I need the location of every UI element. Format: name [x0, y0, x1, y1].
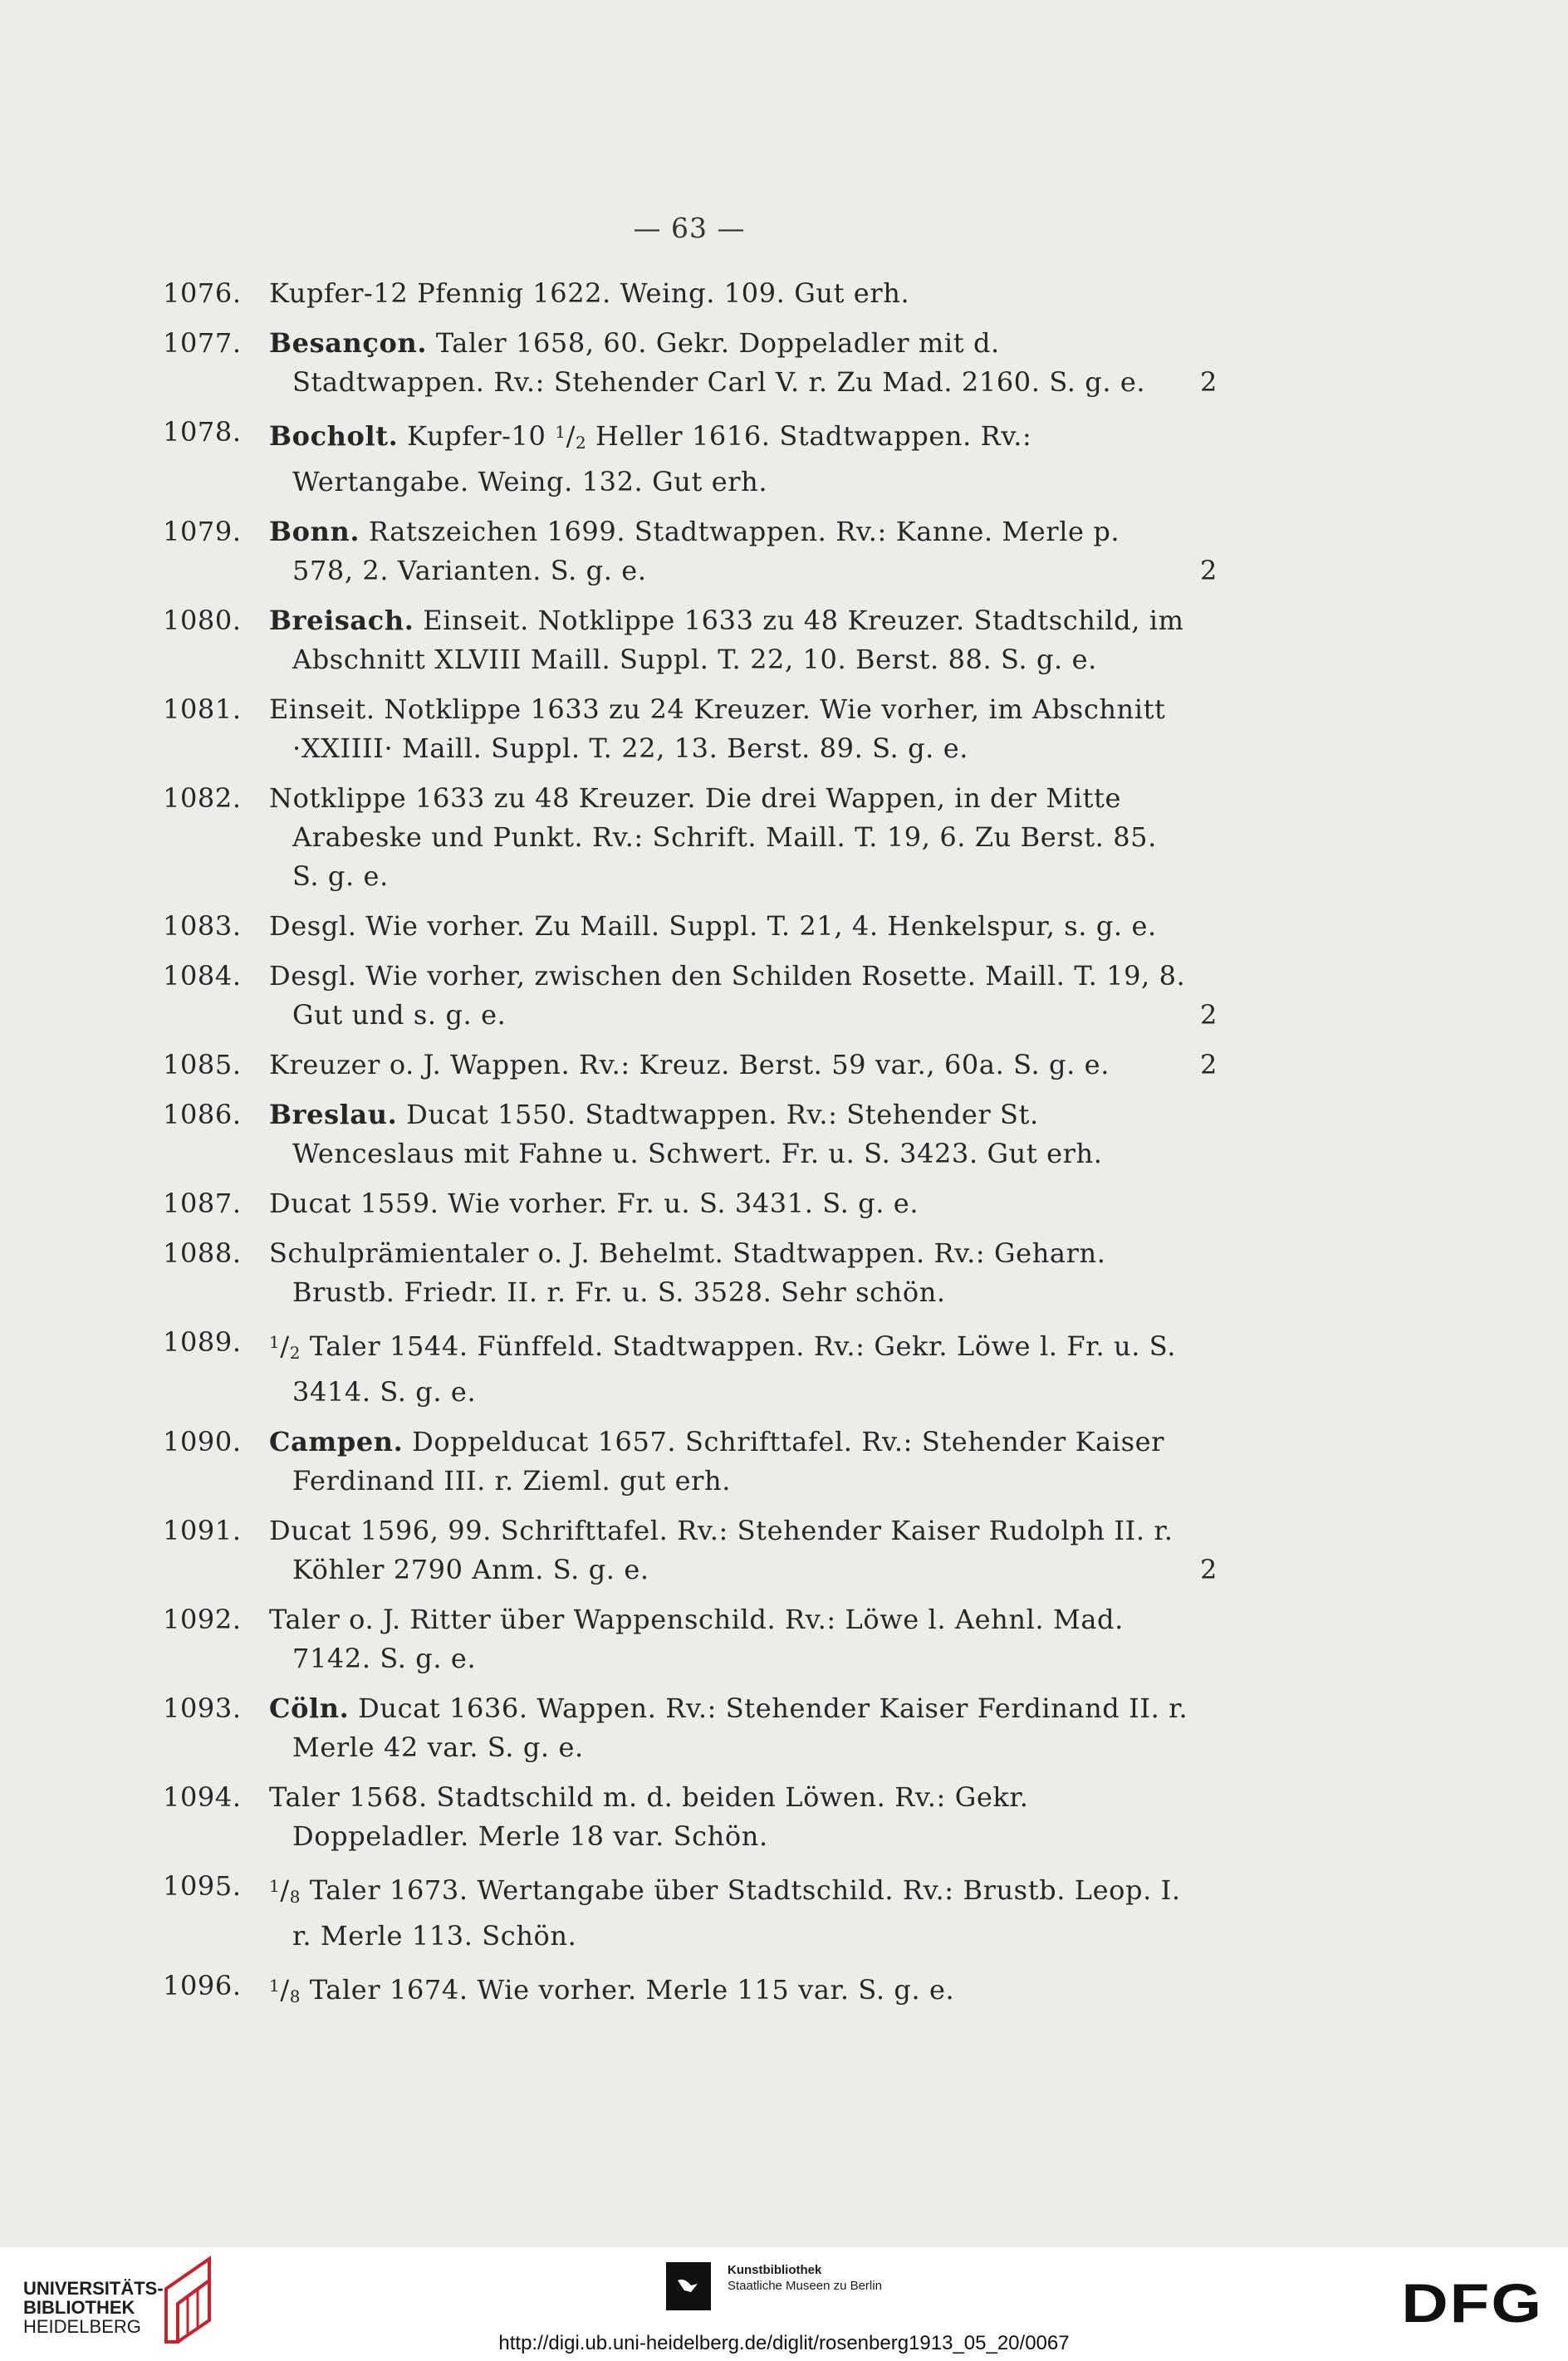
entry-text: Ducat 1559. Wie vorher. Fr. u. S. 3431. S. g. e.: [269, 1188, 919, 1219]
entry-description: [269, 1600, 1218, 1678]
catalogue-entry: [163, 1095, 1218, 1173]
catalogue-entry: [163, 690, 1218, 768]
entry-number: 1079.: [163, 516, 242, 547]
entry-description: [269, 1423, 1218, 1501]
entry-number: 1080.: [163, 605, 242, 636]
catalogue-entry: [163, 779, 1218, 896]
entry-text: Ducat 1550. Stadtwappen. Rv.: Stehender St. Wenceslaus mit Fahne u. Schwert. Fr. u. S. 3423. Gut erh.: [292, 1099, 1103, 1169]
catalogue-entry: [163, 324, 1218, 402]
entry-city: Bonn.: [269, 516, 360, 547]
catalogue-entry: [163, 1511, 1218, 1590]
entry-description: [269, 1184, 1218, 1223]
entry-text: Schulprämientaler o. J. Behelmt. Stadtwappen. Rv.: Geharn. Brustb. Friedr. II. r. Fr. u. S. 3528. Sehr schön.: [269, 1237, 1106, 1308]
entry-text: Ratszeichen 1699. Stadtwappen. Rv.: Kanne. Merle p. 578, 2. Varianten. S. g. e.: [292, 516, 1120, 586]
entry-description: [269, 1046, 1218, 1085]
entry-description: [269, 779, 1218, 896]
entry-quantity: 2: [1200, 366, 1218, 398]
catalogue-entry: [163, 413, 1218, 502]
entry-text: Taler 1658, 60. Gekr. Doppeladler mit d. Stadtwappen. Rv.: Stehender Carl V. r. Zu Mad. 2160. S. g. e.: [292, 327, 1146, 398]
entry-number: 1084.: [163, 960, 242, 992]
entry-number: 1096.: [163, 1970, 242, 2001]
catalogue-entry: [163, 907, 1218, 946]
entry-description: [269, 512, 1218, 590]
entry-number: 1093.: [163, 1692, 242, 1724]
entry-number: 1090.: [163, 1426, 242, 1457]
entry-city: Bocholt.: [269, 420, 399, 452]
catalogue-entry: [163, 1046, 1218, 1085]
ub-logo-line3: HEIDELBERG: [23, 2316, 141, 2337]
catalogue-entry: [163, 1323, 1218, 1412]
entry-city: Cöln.: [269, 1692, 350, 1724]
entry-description: [269, 1689, 1218, 1767]
entry-text: Heller 1616. Stadtwappen. Rv.: Wertangabe. Weing. 132. Gut erh.: [292, 420, 1032, 497]
entry-number: 1086.: [163, 1099, 242, 1130]
catalogue-entry: [163, 1689, 1218, 1767]
entry-text: Taler 1544. Fünffeld. Stadtwappen. Rv.: Gekr. Löwe l. Fr. u. S. 3414. S. g. e.: [292, 1330, 1176, 1408]
entry-quantity: 2: [1200, 999, 1218, 1031]
entry-text: Doppelducat 1657. Schrifttafel. Rv.: Stehender Kaiser Ferdinand III. r. Zieml. gut erh.: [292, 1426, 1165, 1496]
entry-text: Ducat 1596, 99. Schrifttafel. Rv.: Stehender Kaiser Rudolph II. r. Köhler 2790 Anm. S. g. e.: [269, 1515, 1174, 1585]
catalogue-entry: [163, 274, 1218, 313]
catalogue-entry: [163, 1967, 1218, 2016]
entry-number: 1094.: [163, 1781, 242, 1813]
entry-quantity: 2: [1200, 1554, 1218, 1585]
entry-description: [269, 324, 1218, 402]
entry-number: 1081.: [163, 693, 242, 725]
entry-text: Desgl. Wie vorher, zwischen den Schilden Rosette. Maill. T. 19, 8. Gut und s. g. e.: [269, 960, 1186, 1031]
entry-text: Notklippe 1633 zu 48 Kreuzer. Die drei Wappen, in der Mitte Arabeske und Punkt. Rv.: Schrift. Maill. T. 19, 6. Zu Berst. 85. S. g. e.: [269, 782, 1157, 892]
entry-number: 1076.: [163, 277, 242, 309]
catalogue-entry: [163, 957, 1218, 1035]
catalogue-entry: [163, 1234, 1218, 1312]
dfg-logo[interactable]: DFG: [1401, 2271, 1543, 2334]
catalogue-entry: [163, 1867, 1218, 1956]
entry-text: Einseit. Notklippe 1633 zu 24 Kreuzer. Wie vorher, im Abschnitt ·XXIIII· Maill. Suppl. T. 22, 13. Berst. 89. S. g. e.: [269, 693, 1166, 764]
entry-number: 1089.: [163, 1326, 242, 1358]
kunstbibliothek-logo-icon: [666, 2262, 711, 2310]
kunstbibliothek-text: [728, 2262, 882, 2294]
entry-text: Kreuzer o. J. Wappen. Rv.: Kreuz. Berst. 59 var., 60a. S. g. e.: [269, 1049, 1110, 1080]
entry-text: Taler o. J. Ritter über Wappenschild. Rv.: Löwe l. Aehnl. Mad. 7142. S. g. e.: [269, 1604, 1124, 1674]
entry-description: [269, 274, 1218, 313]
entry-description: [269, 601, 1218, 679]
entry-description: [269, 1867, 1218, 1956]
entry-description: [269, 413, 1218, 502]
entry-description: [269, 1511, 1218, 1590]
entry-fraction: $^1/_8$: [269, 1974, 301, 2006]
entry-description: [269, 1095, 1218, 1173]
entry-quantity: 2: [1200, 1049, 1218, 1080]
permalink-url[interactable]: http://digi.ub.uni-heidelberg.de/diglit/rosenberg1913_05_20/0067: [498, 2332, 1070, 2354]
entry-number: 1087.: [163, 1188, 242, 1219]
entry-city: Breslau.: [269, 1099, 398, 1130]
entry-fraction: $^1/_2$: [269, 1330, 301, 1363]
ub-heidelberg-logo[interactable]: [23, 2279, 164, 2336]
ub-logo-line2: BIBLIOTHEK: [23, 2297, 135, 2318]
entry-number: 1077.: [163, 327, 242, 359]
entry-fraction: $^1/_2$: [555, 420, 587, 453]
entry-text: Einseit. Notklippe 1633 zu 48 Kreuzer. Stadtschild, im Abschnitt XLVIII Maill. Suppl. T. 22, 10. Berst. 88. S. g. e.: [292, 605, 1184, 675]
catalogue-entry: [163, 1600, 1218, 1678]
entry-description: [269, 907, 1218, 946]
entry-text: Taler 1674. Wie vorher. Merle 115 var. S. g. e.: [301, 1974, 955, 2006]
entry-text: Taler 1673. Wertangabe über Stadtschild. Rv.: Brustb. Leop. I. r. Merle 113. Schön.: [292, 1874, 1181, 1952]
entry-number: 1095.: [163, 1870, 242, 1902]
entry-description: [269, 690, 1218, 768]
entry-number: 1092.: [163, 1604, 242, 1635]
entry-quantity: 2: [1200, 555, 1218, 586]
catalogue-entry: [163, 1184, 1218, 1223]
entry-text: Taler 1568. Stadtschild m. d. beiden Löwen. Rv.: Gekr. Doppeladler. Merle 18 var. Schön.: [269, 1781, 1029, 1852]
kb-line1: Kunstbibliothek: [728, 2263, 822, 2277]
catalogue-entry: [163, 512, 1218, 590]
entry-city: Breisach.: [269, 605, 414, 636]
entry-number: 1088.: [163, 1237, 242, 1269]
catalogue-entries: [163, 274, 1218, 2027]
entry-text: Desgl. Wie vorher. Zu Maill. Suppl. T. 21, 4. Henkelspur, s. g. e.: [269, 910, 1157, 942]
entry-text: Ducat 1636. Wappen. Rv.: Stehender Kaiser Ferdinand II. r. Merle 42 var. S. g. e.: [292, 1692, 1188, 1763]
entry-number: 1082.: [163, 782, 242, 814]
kb-line2: Staatliche Museen zu Berlin: [728, 2279, 882, 2293]
catalogue-entry: [163, 601, 1218, 679]
page-number: — 63 —: [633, 212, 746, 244]
entry-number: 1083.: [163, 910, 242, 942]
entry-description: [269, 1323, 1218, 1412]
entry-number: 1085.: [163, 1049, 242, 1080]
entry-city: Besançon.: [269, 327, 428, 359]
ub-logo-line1: UNIVERSITÄTS-: [23, 2278, 164, 2299]
entry-prefix: Kupfer-10: [398, 420, 556, 452]
catalogue-entry: [163, 1778, 1218, 1856]
entry-fraction: $^1/_8$: [269, 1874, 301, 1907]
entry-number: 1091.: [163, 1515, 242, 1546]
entry-description: [269, 1778, 1218, 1856]
entry-text: Kupfer-12 Pfennig 1622. Weing. 109. Gut erh.: [269, 277, 910, 309]
entry-description: [269, 1967, 1218, 2016]
catalogue-entry: [163, 1423, 1218, 1501]
entry-description: [269, 957, 1218, 1035]
entry-number: 1078.: [163, 416, 242, 448]
entry-city: Campen.: [269, 1426, 404, 1457]
entry-description: [269, 1234, 1218, 1312]
